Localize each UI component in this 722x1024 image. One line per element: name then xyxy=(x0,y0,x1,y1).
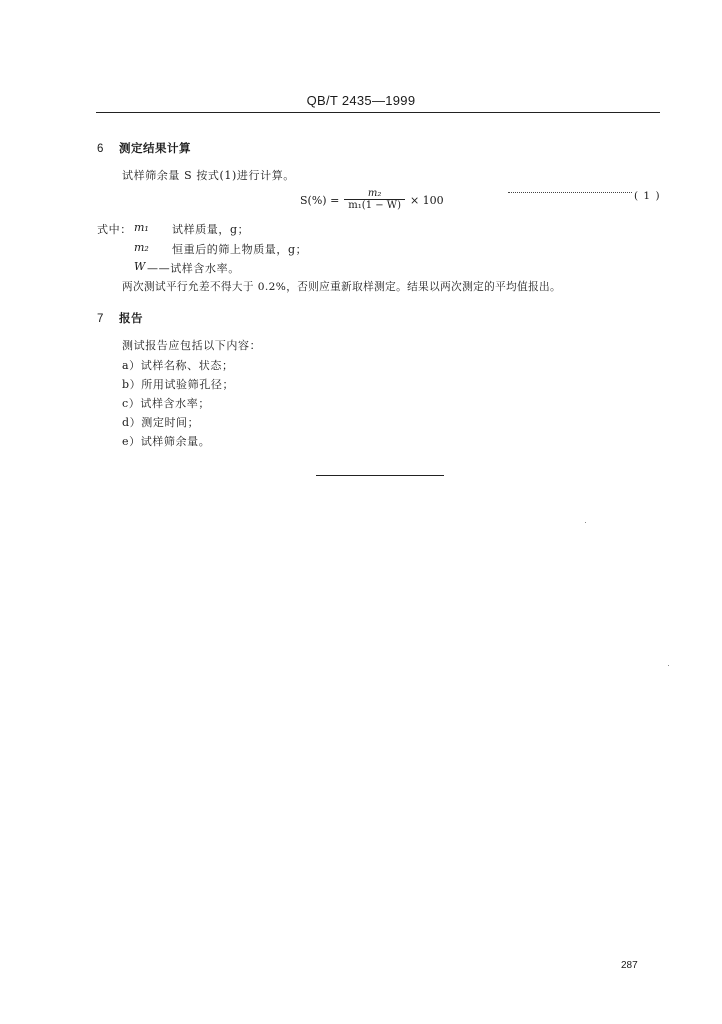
scan-speck xyxy=(585,522,586,523)
variable-desc-m2: 恒重后的筛上物质量，g； xyxy=(172,243,308,256)
equation-leader-dots xyxy=(508,192,632,193)
section-6-heading xyxy=(97,140,191,156)
report-item-e: e）试样筛余量。 xyxy=(122,435,211,448)
variable-symbol-m1: m₁ xyxy=(134,221,149,234)
section-7-title: 报告 xyxy=(119,311,143,325)
scan-speck xyxy=(668,665,669,666)
variable-desc-w: ——试样含水率。 xyxy=(147,262,240,275)
section-6-note: 两次测试平行允差不得大于 0.2%，否则应重新取样测定。结果以两次测定的平均值报出。 xyxy=(122,281,562,293)
page-number: 287 xyxy=(621,960,638,971)
report-item-c: c）试样含水率； xyxy=(122,397,210,410)
section-6-title: 测定结果计算 xyxy=(119,141,191,155)
standard-code: QB/T 2435—1999 xyxy=(306,93,416,108)
report-item-a: a）试样名称、状态； xyxy=(122,359,234,372)
equation-number: ( 1 ) xyxy=(634,190,661,202)
section-6-number: 6 xyxy=(97,143,104,155)
variable-symbol-w: W xyxy=(134,260,146,273)
section-7-intro: 测试报告应包括以下内容： xyxy=(122,339,262,352)
formula-lhs: S(%) = xyxy=(300,193,340,207)
formula-numerator: m₂ xyxy=(367,188,382,199)
section-6-intro: 试样筛余量 S 按式(1)进行计算。 xyxy=(122,169,295,182)
end-rule xyxy=(316,475,444,476)
header-rule xyxy=(96,112,660,113)
section-7-number: 7 xyxy=(97,313,104,325)
variable-symbol-m2: m₂ xyxy=(134,241,149,254)
formula-1 xyxy=(300,185,444,215)
variable-desc-m1: 试样质量，g； xyxy=(172,223,250,236)
report-item-d: d）测定时间； xyxy=(122,416,200,429)
where-label: 式中： xyxy=(97,223,132,236)
formula-denominator: m₁(1 − W) xyxy=(344,199,405,212)
formula-multiplier: × 100 xyxy=(409,193,444,207)
formula-fraction xyxy=(344,188,405,212)
section-7-heading xyxy=(97,310,143,326)
report-item-b: b）所用试验筛孔径； xyxy=(122,378,235,391)
